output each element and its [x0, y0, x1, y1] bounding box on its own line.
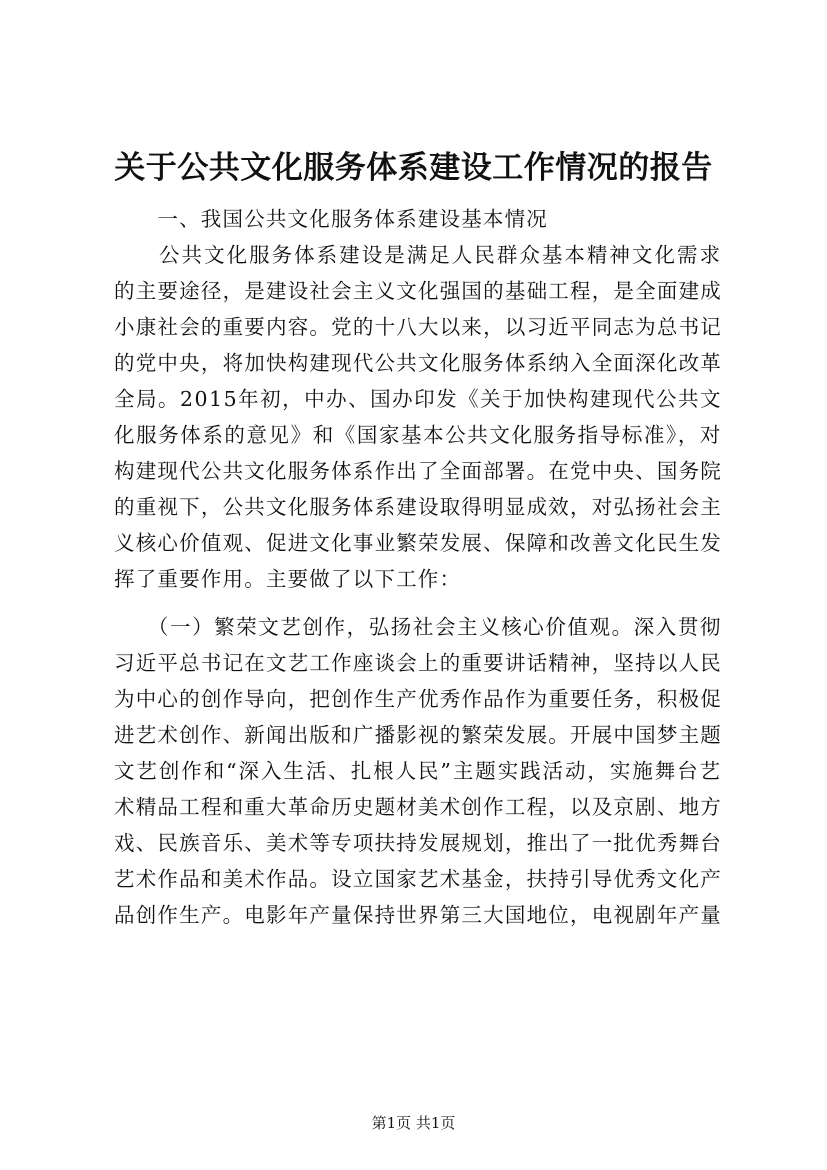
body-line: 进艺术创作、新闻出版和广播影视的繁荣发展。开展中国梦主题 [114, 723, 722, 747]
body-line: 戏、民族音乐、美术等专项扶持发展规划，推出了一批优秀舞台 [114, 831, 722, 855]
document-title: 关于公共文化服务体系建设工作情况的报告 [114, 150, 713, 186]
body-line: 公共文化服务体系建设是满足人民群众基本精神文化需求 [114, 243, 722, 267]
body-line: 全局。2015年初，中办、国办印发《关于加快构建现代公共文 [114, 387, 722, 411]
body-line: 术精品工程和重大革命历史题材美术创作工程，以及京剧、地方 [114, 795, 722, 819]
body-line: 品创作生产。电影年产量保持世界第三大国地位，电视剧年产量 [114, 903, 722, 927]
body-line: 艺术作品和美术作品。设立国家艺术基金，扶持引导优秀文化产 [114, 867, 722, 891]
body-line: 构建现代公共文化服务体系作出了全面部署。在党中央、国务院 [114, 459, 722, 483]
body-line: （一）繁荣文艺创作，弘扬社会主义核心价值观。深入贯彻 [114, 615, 722, 639]
body-line: 的主要途径，是建设社会主义文化强国的基础工程，是全面建成 [114, 279, 722, 303]
page-footer: 第1页 共1页 [371, 1114, 456, 1132]
body-line: 挥了重要作用。主要做了以下工作： [114, 567, 462, 591]
body-line: 一、我国公共文化服务体系建设基本情况 [114, 207, 548, 231]
body-line: 的党中央，将加快构建现代公共文化服务体系纳入全面深化改革 [114, 351, 722, 375]
body-line: 化服务体系的意见》和《国家基本公共文化服务指导标准》，对 [114, 423, 722, 447]
body-line: 文艺创作和“深入生活、扎根人民”主题实践活动，实施舞台艺 [114, 759, 722, 783]
body-line: 小康社会的重要内容。党的十八大以来，以习近平同志为总书记 [114, 315, 722, 339]
body-line: 的重视下，公共文化服务体系建设取得明显成效，对弘扬社会主 [114, 495, 722, 519]
body-line: 为中心的创作导向，把创作生产优秀作品作为重要任务，积极促 [114, 687, 722, 711]
body-line: 习近平总书记在文艺工作座谈会上的重要讲话精神，坚持以人民 [114, 651, 722, 675]
body-line: 义核心价值观、促进文化事业繁荣发展、保障和改善文化民生发 [114, 531, 722, 555]
